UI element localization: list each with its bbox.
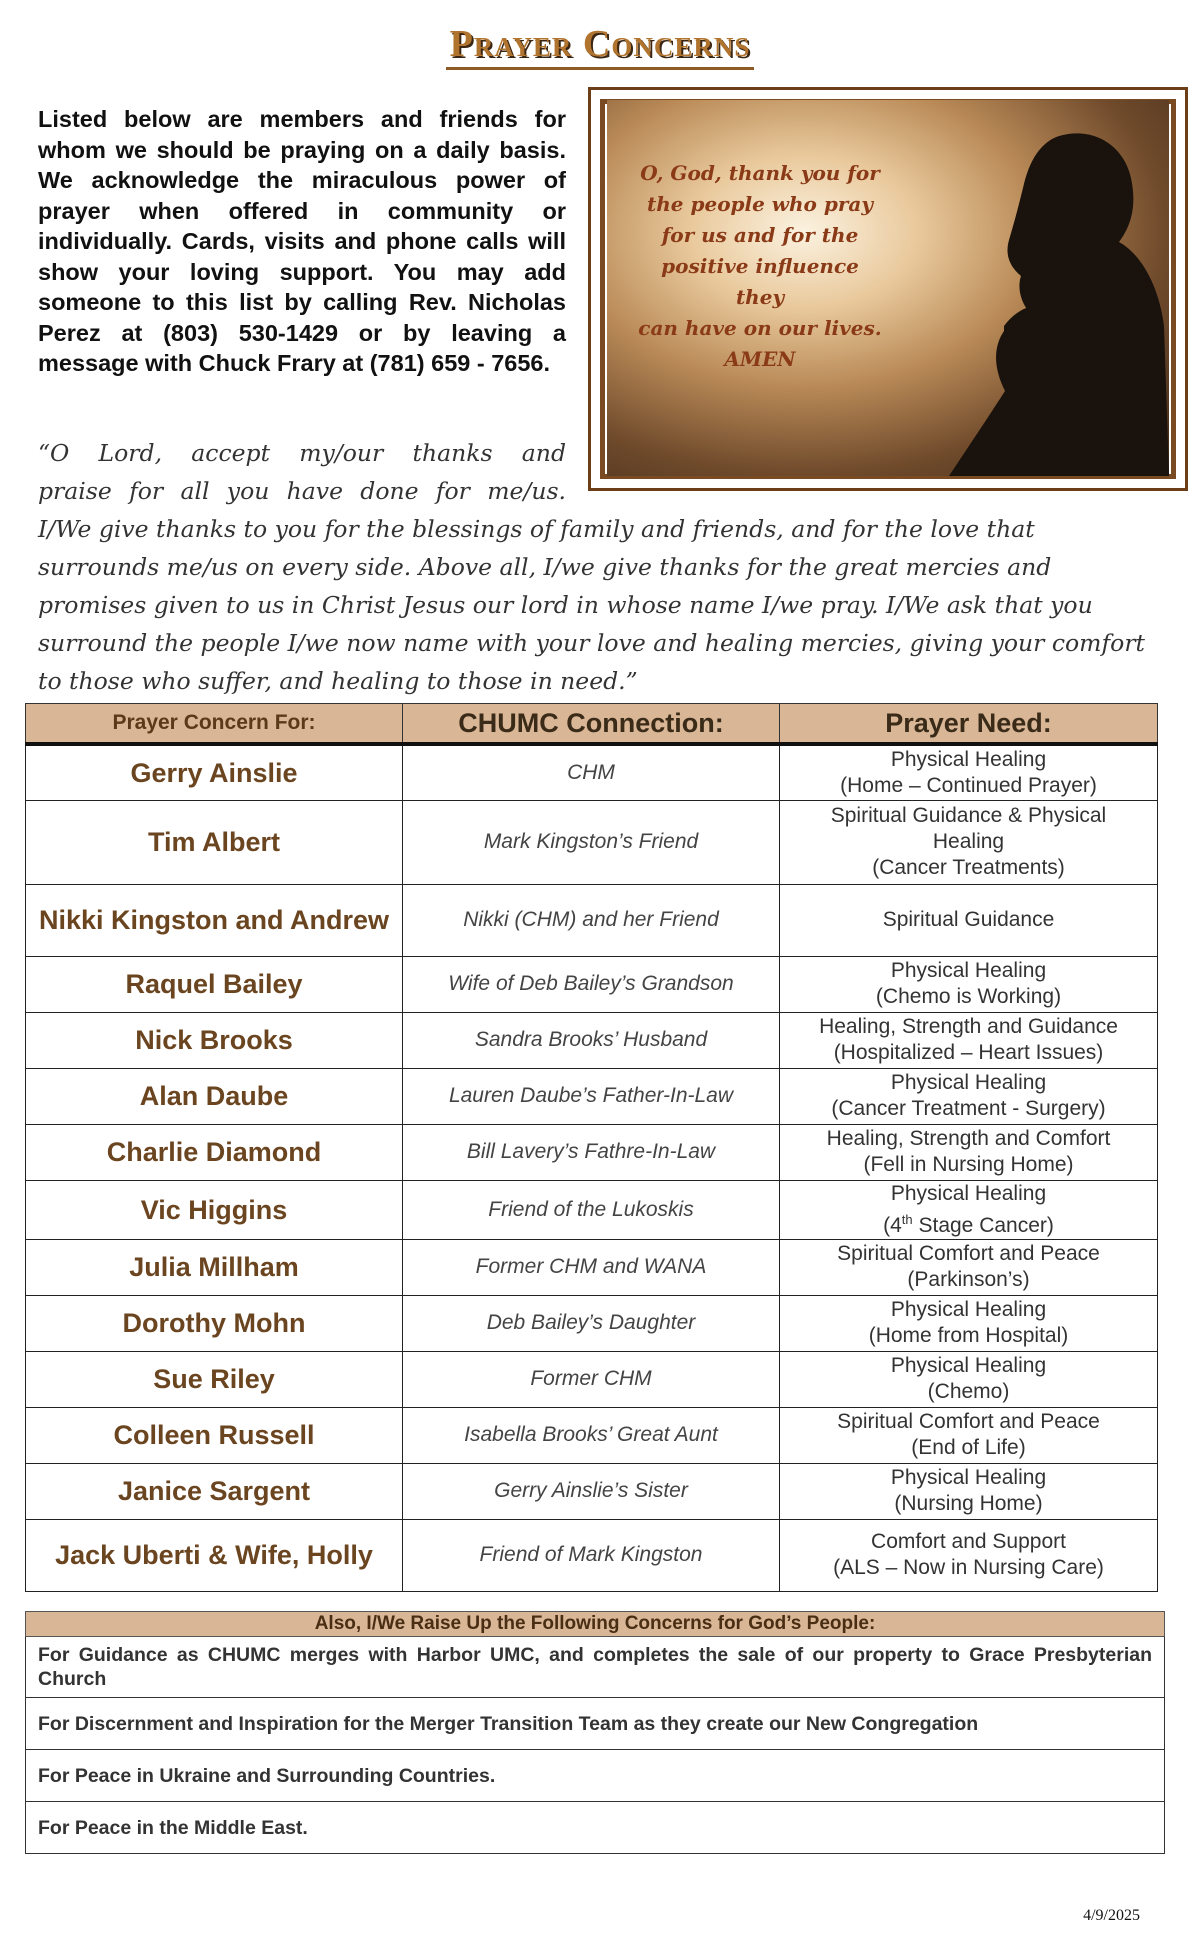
prayer-photo-frame bbox=[588, 87, 1188, 491]
need-line: (Cancer Treatment - Surgery) bbox=[831, 1097, 1106, 1120]
table-row bbox=[26, 1012, 1158, 1068]
concern-connection: Friend of Mark Kingston bbox=[403, 1519, 780, 1591]
concern-name: Tim Albert bbox=[26, 800, 403, 884]
table-row bbox=[26, 884, 1158, 956]
header-concern-for: Prayer Concern For: bbox=[26, 704, 403, 745]
need-line: Healing, Strength and Comfort bbox=[826, 1127, 1111, 1150]
need-line: Physical Healing bbox=[890, 1466, 1047, 1489]
need-line: Spiritual Comfort and Peace bbox=[837, 1410, 1100, 1433]
also-concerns-header: Also, I/We Raise Up the Following Concerns for God’s People: bbox=[26, 1612, 1165, 1637]
concern-connection: Bill Lavery’s Fathre-In-Law bbox=[403, 1124, 780, 1180]
concern-name: Julia Millham bbox=[26, 1239, 403, 1295]
concern-need bbox=[780, 1012, 1158, 1068]
concern-need bbox=[780, 1463, 1158, 1519]
need-line: (Fell in Nursing Home) bbox=[863, 1153, 1074, 1176]
table-row bbox=[26, 1463, 1158, 1519]
concern-need bbox=[780, 956, 1158, 1012]
concern-name: Colleen Russell bbox=[26, 1407, 403, 1463]
intro-paragraph: Listed below are members and friends for whom we should be praying on a daily basis. We acknowledge the miraculous power of prayer when offered in community or individually. Cards, visits and phone calls will show your loving support. You may add someone to this list by calling Rev. Nicholas Perez at (803) 530-1429 or by leaving a message with Chuck Frary at (781) 659 - 7656. bbox=[38, 106, 566, 376]
concern-connection: Gerry Ainslie’s Sister bbox=[403, 1463, 780, 1519]
table-row bbox=[26, 800, 1158, 884]
quote-line-2: praise for all you have done for me/us. bbox=[38, 477, 566, 505]
table-row bbox=[26, 1519, 1158, 1591]
concern-need bbox=[780, 1351, 1158, 1407]
also-concern-item: For Discernment and Inspiration for the Merger Transition Team as they create our New Congregation bbox=[26, 1698, 1165, 1750]
concern-connection: Deb Bailey’s Daughter bbox=[403, 1295, 780, 1351]
need-line: (Hospitalized – Heart Issues) bbox=[833, 1041, 1104, 1064]
concern-connection: Sandra Brooks’ Husband bbox=[403, 1012, 780, 1068]
need-line: Physical Healing bbox=[890, 959, 1047, 982]
concern-need bbox=[780, 1239, 1158, 1295]
need-line: (Home from Hospital) bbox=[868, 1324, 1069, 1347]
page-title: Prayer Concerns bbox=[0, 22, 1200, 66]
date-stamp: 4/9/2025 bbox=[1083, 1907, 1140, 1924]
concern-name: Nikki Kingston and Andrew bbox=[26, 884, 403, 956]
need-line: Physical Healing bbox=[890, 1298, 1047, 1321]
concern-connection: Former CHM bbox=[403, 1351, 780, 1407]
concern-need bbox=[780, 1519, 1158, 1591]
header-connection: CHUMC Connection: bbox=[403, 704, 780, 745]
table-row bbox=[26, 1351, 1158, 1407]
quote-line-1: “O Lord, accept my/our thanks and bbox=[38, 439, 566, 467]
concern-connection: CHM bbox=[403, 744, 780, 800]
table-header-row bbox=[26, 704, 1158, 745]
quote-body: I/We give thanks to you for the blessings of family and friends, and for the love that surrounds me/us on every side. Above all, I/we give thanks for the great mercies and promises given to us in Christ Jesus our lord in whose name I/we pray. I/We ask that you surround the people I/we now name with your love and healing mercies, giving your comfort to those who suffer, and healing to those in need.” bbox=[38, 515, 1145, 695]
concern-need bbox=[780, 744, 1158, 800]
need-line: Healing, Strength and Guidance bbox=[819, 1015, 1118, 1038]
concern-need bbox=[780, 1407, 1158, 1463]
concern-need bbox=[780, 1068, 1158, 1124]
concern-connection: Friend of the Lukoskis bbox=[403, 1180, 780, 1239]
concern-name: Raquel Bailey bbox=[26, 956, 403, 1012]
prayer-concerns-table bbox=[25, 703, 1158, 1592]
concern-need bbox=[780, 884, 1158, 956]
concern-connection: Former CHM and WANA bbox=[403, 1239, 780, 1295]
concern-name: Dorothy Mohn bbox=[26, 1295, 403, 1351]
concern-need bbox=[780, 1124, 1158, 1180]
need-line: (Home – Continued Prayer) bbox=[840, 773, 1097, 797]
need-line: (Parkinson’s) bbox=[907, 1268, 1030, 1291]
need-line: (End of Life) bbox=[911, 1436, 1026, 1459]
need-line: Spiritual Guidance & Physical bbox=[830, 804, 1107, 827]
need-line: (ALS – Now in Nursing Care) bbox=[833, 1556, 1104, 1579]
table-row bbox=[26, 1124, 1158, 1180]
photo-prayer-text: O, God, thank you for the people who pray for us and for the positive influence they can have on our lives. AMEN bbox=[638, 161, 882, 371]
concern-connection: Wife of Deb Bailey’s Grandson bbox=[403, 956, 780, 1012]
concern-connection: Lauren Daube’s Father-In-Law bbox=[403, 1068, 780, 1124]
table-row bbox=[26, 956, 1158, 1012]
concern-name: Gerry Ainslie bbox=[26, 744, 403, 800]
table-row bbox=[26, 744, 1158, 800]
concern-need bbox=[780, 1295, 1158, 1351]
table-row bbox=[26, 1068, 1158, 1124]
concern-connection: Nikki (CHM) and her Friend bbox=[403, 884, 780, 956]
concern-name: Charlie Diamond bbox=[26, 1124, 403, 1180]
table-row bbox=[26, 1239, 1158, 1295]
also-concern-item: For Guidance as CHUMC merges with Harbor UMC, and completes the sale of our property to Grace Presbyterian Church bbox=[26, 1637, 1165, 1698]
header-prayer-need: Prayer Need: bbox=[780, 704, 1158, 745]
table-row bbox=[26, 1407, 1158, 1463]
concern-name: Alan Daube bbox=[26, 1068, 403, 1124]
need-line: (Chemo) bbox=[927, 1380, 1010, 1403]
need-line: Physical Healing bbox=[890, 747, 1047, 771]
table-row bbox=[26, 1180, 1158, 1239]
concern-name: Jack Uberti & Wife, Holly bbox=[26, 1519, 403, 1591]
also-concern-item: For Peace in Ukraine and Surrounding Countries. bbox=[26, 1750, 1165, 1802]
need-line: Spiritual Guidance bbox=[882, 908, 1055, 931]
also-concerns-table bbox=[25, 1611, 1165, 1854]
need-line: Spiritual Comfort and Peace bbox=[837, 1242, 1100, 1265]
table-row bbox=[26, 1295, 1158, 1351]
concern-name: Sue Riley bbox=[26, 1351, 403, 1407]
need-line: (Cancer Treatments) bbox=[872, 856, 1065, 879]
need-line: (4th Stage Cancer) bbox=[883, 1211, 1054, 1237]
need-line: Physical Healing bbox=[890, 1354, 1047, 1377]
concern-name: Vic Higgins bbox=[26, 1180, 403, 1239]
concern-need bbox=[780, 1180, 1158, 1239]
need-line: (Chemo is Working) bbox=[875, 985, 1062, 1008]
also-concern-item: For Peace in the Middle East. bbox=[26, 1802, 1165, 1854]
silhouette-figure bbox=[909, 116, 1169, 476]
need-line: (Nursing Home) bbox=[894, 1492, 1043, 1515]
need-line: Comfort and Support bbox=[871, 1530, 1066, 1553]
concern-name: Nick Brooks bbox=[26, 1012, 403, 1068]
need-line: Healing bbox=[932, 830, 1005, 853]
concern-connection: Isabella Brooks’ Great Aunt bbox=[403, 1407, 780, 1463]
concern-connection: Mark Kingston’s Friend bbox=[403, 800, 780, 884]
need-line: Physical Healing bbox=[890, 1181, 1047, 1205]
need-line: Physical Healing bbox=[890, 1071, 1047, 1094]
praying-silhouette-image bbox=[607, 100, 1169, 476]
concern-name: Janice Sargent bbox=[26, 1463, 403, 1519]
concern-need bbox=[780, 800, 1158, 884]
